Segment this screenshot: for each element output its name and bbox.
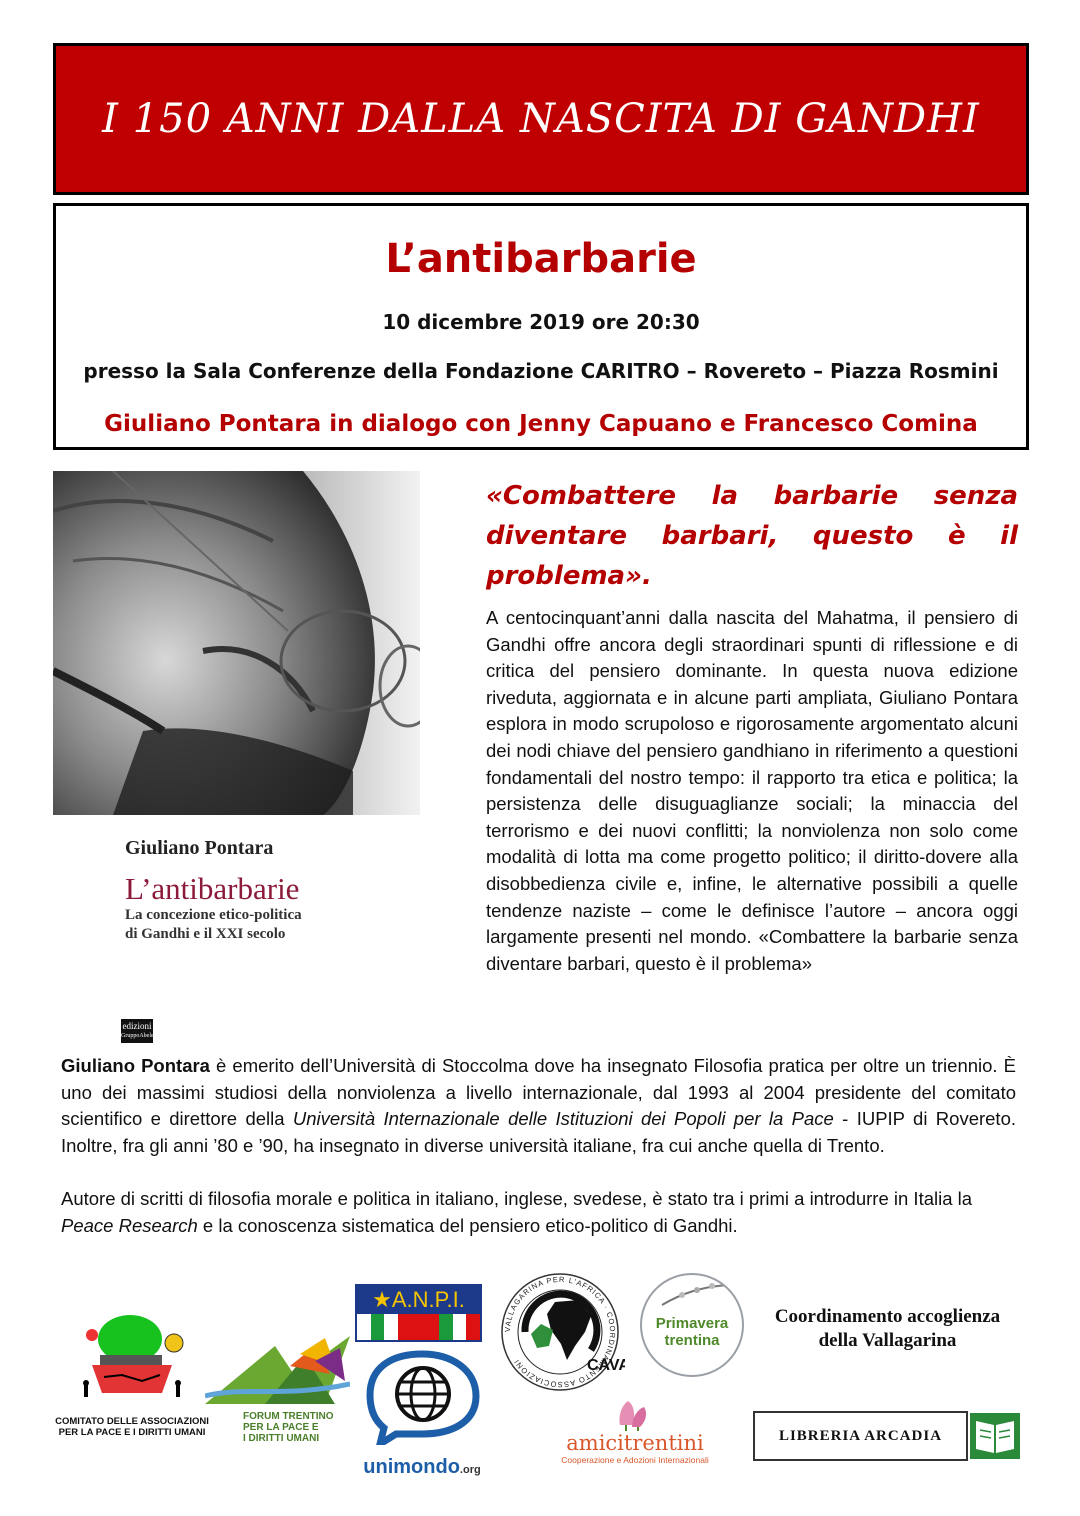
primavera-branch-icon (642, 1275, 742, 1315)
svg-text:VALLAGARINA PER L'AFRICA · COO (503, 1275, 617, 1389)
libreria-arcadia-logo (753, 1411, 968, 1461)
amici-wordmark: amicitrentini (566, 1431, 704, 1455)
cover-author: Giuliano Pontara (125, 837, 274, 859)
coordinamento-accoglienza (755, 1305, 1020, 1353)
cava-ring-label: VALLAGARINA PER L'AFRICA · COORDINAMENTO ASSOCIAZIONI (502, 1274, 618, 1390)
author-bio-2 (61, 1186, 1016, 1239)
forum-caption-2: PER LA PACE E (243, 1422, 319, 1433)
unimondo-suffix: .org (459, 1464, 481, 1476)
primavera-caption-1: Primavera (655, 1315, 729, 1332)
event-box (53, 203, 1029, 450)
cover-title: L’antibarbarie (125, 871, 300, 906)
open-book-icon (970, 1413, 1020, 1459)
book-description: A centocinquant’anni dalla nascita del Mahatma, il pensiero di Gandhi offre ancora degli straordinari spunti di riflessione e di critica del pensiero dominante. In questa nuova edizione riveduta, aggiornata e in alcune parti ampliata, Giuliano Pontara esplora in modo scrupoloso e rigorosamente argomentato alcuni dei nodi chiave del pensiero gandhiano in riferimento a questioni fondamentali del nostro tempo: il rapporto tra etica e politica; la persistenza delle disuguaglianze sociali; la minaccia del terrorismo e dei nuovi conflitti; la nonviolenza non solo come modalità di lotta ma come progetto politico; il diritto-dovere alla disobbedienza civile e, infine, le alternative possibili a quelle tendenze naziste – come le definisce l’autore – ancora oggi largamente presenti nel mondo. «Combattere la barbarie senza diventare barbari, questo è il problema» (486, 607, 1018, 974)
cava-label: CAVA (587, 1357, 625, 1374)
primavera-trentina-logo (640, 1273, 744, 1377)
amici-tulips-icon (550, 1395, 720, 1431)
unimondo-logo (360, 1350, 484, 1478)
amici-subtitle: Cooperazione e Adozioni Internazionali (561, 1455, 709, 1465)
event-date: 10 dicembre 2019 ore 20:30 (382, 310, 700, 334)
libreria-label: LIBRERIA ARCADIA (778, 1427, 943, 1444)
publisher-logo (121, 1019, 153, 1043)
author-bio (61, 1053, 1016, 1159)
bio-name: Giuliano Pontara (61, 1055, 210, 1076)
title-banner (53, 43, 1029, 195)
anpi-text (357, 1286, 480, 1314)
bio2-text-1: Autore di scritti di filosofia morale e politica in italiano, inglese, svedese, è stato tra i primi a introdurre in Italia la (61, 1188, 973, 1209)
book-icon (970, 1413, 1020, 1459)
event-venue: presso la Sala Conferenze della Fondazione CARITRO – Rovereto – Piazza Rosmini (83, 359, 999, 383)
unimondo-globe-icon (360, 1350, 484, 1445)
book-cover (53, 471, 420, 1043)
amici-trentini-logo (550, 1395, 720, 1475)
cover-subtitle-line2: di Gandhi e il XXI secolo (125, 926, 286, 942)
forum-caption-1: FORUM TRENTINO (243, 1411, 334, 1422)
anpi-logo (355, 1284, 482, 1342)
gandhi-portrait-image (53, 471, 420, 815)
event-title: L’antibarbarie (385, 236, 697, 282)
publisher-line2: GruppoAbele (121, 1033, 154, 1039)
anpi-flags (357, 1314, 480, 1340)
anpi-label: A.N.P.I. (391, 1287, 465, 1312)
anpi-star-icon: ★ (372, 1287, 392, 1312)
bio-institution: Università Internazionale delle Istituzioni dei Popoli per la Pace (292, 1108, 834, 1130)
gandhi-photo (53, 471, 420, 815)
publisher-line1: edizioni (122, 1021, 152, 1031)
forum-trentino-logo (205, 1336, 350, 1446)
comitato-caption-2: PER LA PACE E I DIRITTI UMANI (58, 1427, 206, 1438)
primavera-caption-2: trentina (664, 1332, 720, 1349)
coord-line2: della Vallagarina (818, 1330, 957, 1351)
pull-quote: «Combattere la barbarie senza diventare barbari, questo è il problema». (486, 481, 1018, 591)
unimondo-wordmark (360, 1456, 484, 1479)
bio2-peace-research: Peace Research (61, 1214, 198, 1236)
forum-mountains-icon (205, 1336, 350, 1406)
comitato-logo (52, 1305, 212, 1438)
forum-caption-3: I DIRITTI UMANI (243, 1433, 320, 1444)
comitato-emblem-icon (52, 1305, 212, 1405)
cover-subtitle-line1: La concezione etico-politica (125, 907, 302, 923)
banner-title: I 150 ANNI DALLA NASCITA DI GANDHI (102, 96, 980, 142)
cava-ring-text (495, 1270, 625, 1395)
coord-line1: Coordinamento accoglienza (774, 1306, 1001, 1327)
unimondo-label: unimondo (363, 1456, 460, 1478)
bio-text-1: è emerito dell’Università di Stoccolma dove ha insegnato Filosofia pratica per oltre un triennio. È uno dei massimi studiosi della nonviolenza a livello internazionale, dal 1993 al 2004 presidente del comitato scientifico e direttore della (61, 1055, 1016, 1130)
bio2-text-2: e la conoscenza sistematica del pensiero etico-politico di Gandhi. (197, 1214, 738, 1236)
comitato-caption-1: COMITATO DELLE ASSOCIAZIONI (55, 1416, 209, 1427)
bio-text-2: - IUPIP di Rovereto. Inoltre, fra gli anni ’80 e ’90, ha insegnato in diverse università italiane, fra cui anche quella di Trento. (61, 1108, 1016, 1156)
event-speakers: Giuliano Pontara in dialogo con Jenny Capuano e Francesco Comina (104, 411, 978, 437)
